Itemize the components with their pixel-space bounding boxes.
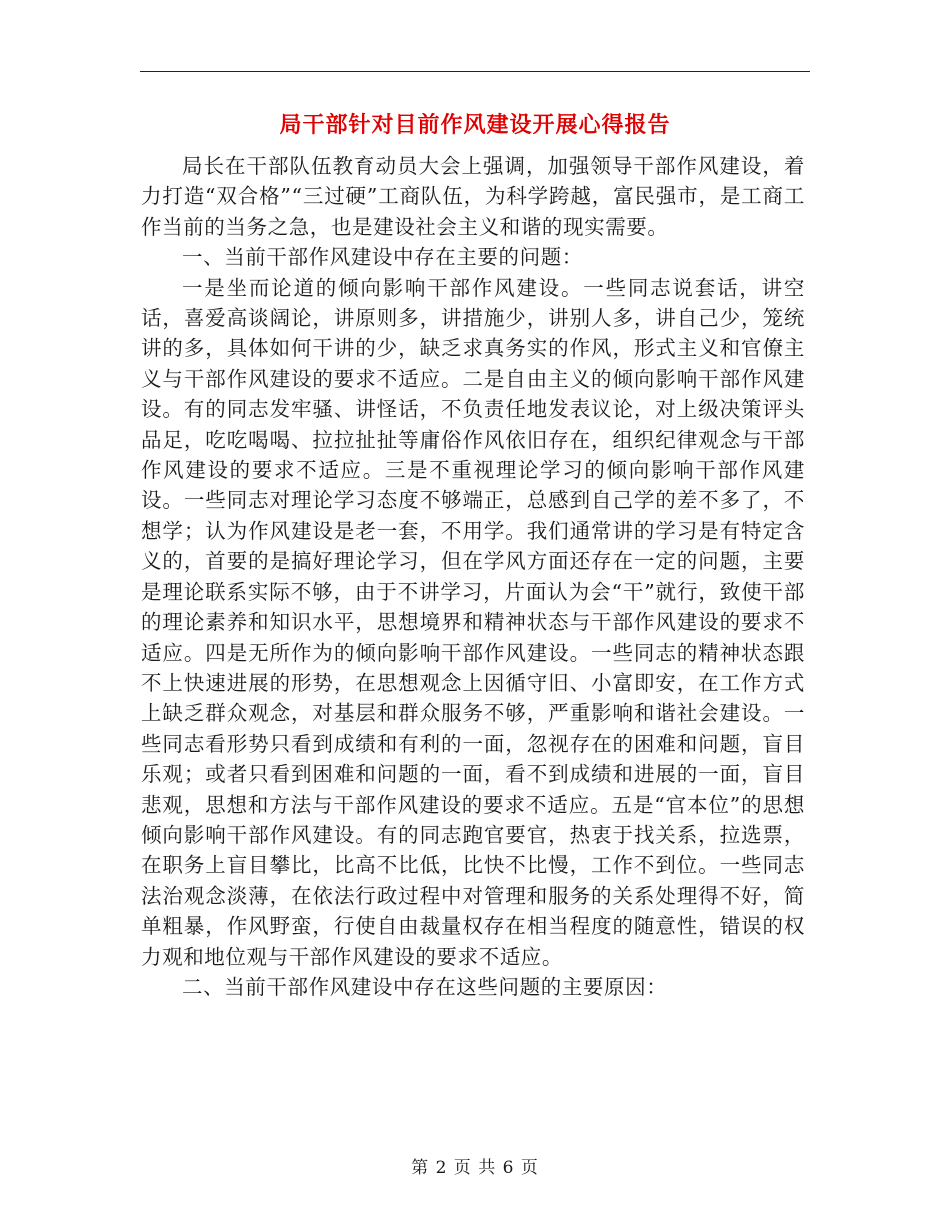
section-heading-2: 二、当前干部作风建设中存在这些问题的主要原因：	[182, 974, 668, 999]
page-footer: 第 2 页 共 6 页	[411, 1158, 539, 1178]
document-title: 局干部针对目前作风建设开展心得报告	[279, 112, 671, 138]
header-rule	[140, 71, 810, 72]
paragraph-intro: 局长在干部队伍教育动员大会上强调，加强领导干部作风建设，着力打造“双合格”“三过硬”工商队伍，为科学跨越，富民强市，是工商工作当前的当务之急，也是建设社会主义和谐的现实需要。	[141, 154, 805, 239]
section-heading-1: 一、当前干部作风建设中存在主要的问题：	[182, 245, 583, 270]
paragraph-problems: 一是坐而论道的倾向影响干部作风建设。一些同志说套话，讲空话，喜爱高谈阔论，讲原则多，讲措施少，讲别人多，讲自己少，笼统讲的多，具体如何干讲的少，缺乏求真务实的作风，形式主义和官僚主义与干部作风建设的要求不适应。二是自由主义的倾向影响干部作风建设。有的同志发牢骚、讲怪话，不负责任地发表议论，对上级决策评头品足，吃吃喝喝、拉拉扯扯等庸俗作风依旧存在，组织纪律观念与干部作风建设的要求不适应。三是不重视理论学习的倾向影响干部作风建设。一些同志对理论学习态度不够端正，总感到自己学的差不多了，不想学；认为作风建设是老一套，不用学。我们通常讲的学习是有特定含义的，首要的是搞好理论学习，但在学风方面还存在一定的问题，主要是理论联系实际不够，由于不讲学习，片面认为会“干”就行，致使干部的理论素养和知识水平，思想境界和精神状态与干部作风建设的要求不适应。四是无所作为的倾向影响干部作风建设。一些同志的精神状态跟不上快速进展的形势，在思想观念上因循守旧、小富即安，在工作方式上缺乏群众观念，对基层和群众服务不够，严重影响和谐社会建设。一些同志看形势只看到成绩和有利的一面，忽视存在的困难和问题，盲目乐观；或者只看到困难和问题的一面，看不到成绩和进展的一面，盲目悲观，思想和方法与干部作风建设的要求不适应。五是“官本位”的思想倾向影响干部作风建设。有的同志跑官要官，热衷于找关系，拉选票，在职务上盲目攀比，比高不比低，比快不比慢，工作不到位。一些同志法治观念淡薄，在依法行政过程中对管理和服务的关系处理得不好，简单粗暴，作风野蛮，行使自由裁量权存在相当程度的随意性，错误的权力观和地位观与干部作风建设的要求不适应。	[141, 275, 805, 969]
document-body	[141, 151, 805, 1002]
